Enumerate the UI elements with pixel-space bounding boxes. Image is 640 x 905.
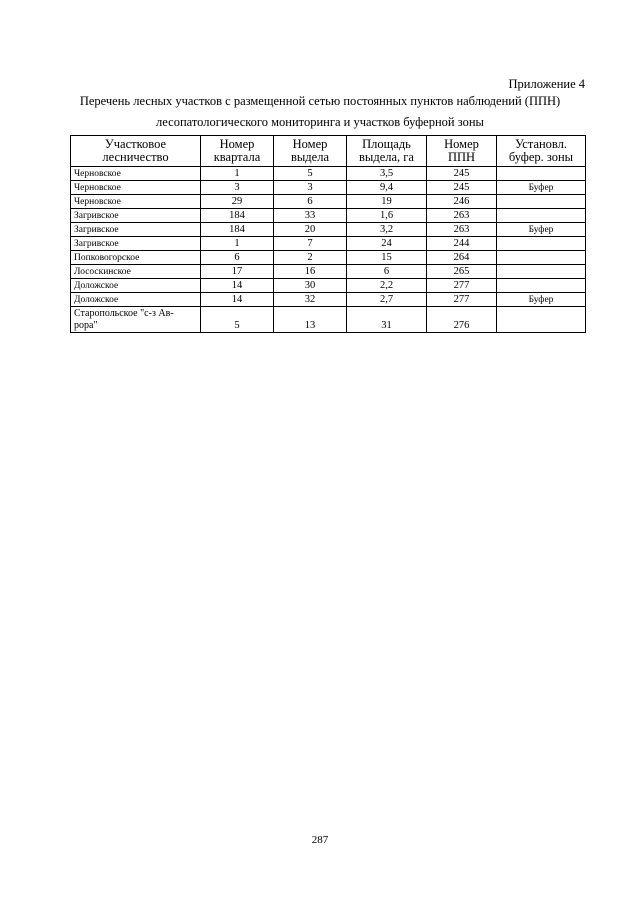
cell-forestry: Доложское [71, 279, 201, 293]
cell-kvartal: 184 [201, 223, 274, 237]
cell-buffer [497, 237, 586, 251]
column-header-kvartal: Номер квартала [201, 136, 274, 167]
cell-forestry: Черновское [71, 167, 201, 181]
cell-vydel: 32 [274, 293, 347, 307]
cell-forestry: Загривское [71, 223, 201, 237]
cell-forestry: Доложское [71, 293, 201, 307]
cell-ppn: 244 [427, 237, 497, 251]
cell-forestry: Черновское [71, 195, 201, 209]
cell-vydel: 2 [274, 251, 347, 265]
cell-kvartal: 3 [201, 181, 274, 195]
cell-kvartal: 5 [201, 307, 274, 333]
cell-forestry: Загривское [71, 237, 201, 251]
table-row [71, 307, 586, 333]
table-row [71, 293, 586, 307]
column-header-forestry: Участковое лесничество [71, 136, 201, 167]
cell-kvartal: 184 [201, 209, 274, 223]
cell-ppn: 277 [427, 279, 497, 293]
cell-kvartal: 14 [201, 279, 274, 293]
cell-ppn: 264 [427, 251, 497, 265]
column-header-vydel: Номер выдела [274, 136, 347, 167]
cell-area: 3,5 [347, 167, 427, 181]
table-row [71, 237, 586, 251]
table-row [71, 181, 586, 195]
cell-kvartal: 1 [201, 237, 274, 251]
cell-kvartal: 1 [201, 167, 274, 181]
cell-buffer [497, 251, 586, 265]
cell-ppn: 263 [427, 223, 497, 237]
cell-buffer: Буфер [497, 181, 586, 195]
column-header-area: Площадь выдела, га [347, 136, 427, 167]
cell-vydel: 3 [274, 181, 347, 195]
cell-ppn: 263 [427, 209, 497, 223]
column-header-buffer: Установл. буфер. зоны [497, 136, 586, 167]
cell-buffer [497, 195, 586, 209]
cell-forestry: Попковогорское [71, 251, 201, 265]
cell-ppn: 245 [427, 181, 497, 195]
cell-area: 24 [347, 237, 427, 251]
cell-buffer: Буфер [497, 223, 586, 237]
table-row [71, 265, 586, 279]
cell-area: 1,6 [347, 209, 427, 223]
table-row [71, 223, 586, 237]
cell-ppn: 277 [427, 293, 497, 307]
table-row [71, 279, 586, 293]
table-row [71, 251, 586, 265]
cell-forestry: Черновское [71, 181, 201, 195]
cell-vydel: 6 [274, 195, 347, 209]
document-title-line1: Перечень лесных участков с размещенной сетью постоянных пунктов наблюдений (ППН) [79, 94, 561, 108]
cell-buffer [497, 279, 586, 293]
cell-buffer [497, 307, 586, 333]
plots-table [70, 135, 586, 333]
column-header-ppn: Номер ППН [427, 136, 497, 167]
cell-ppn: 276 [427, 307, 497, 333]
cell-kvartal: 17 [201, 265, 274, 279]
cell-ppn: 265 [427, 265, 497, 279]
cell-vydel: 16 [274, 265, 347, 279]
cell-ppn: 246 [427, 195, 497, 209]
cell-vydel: 30 [274, 279, 347, 293]
cell-forestry: Старопольское "с-з Ав-рора" [71, 307, 201, 333]
cell-kvartal: 14 [201, 293, 274, 307]
cell-vydel: 5 [274, 167, 347, 181]
cell-area: 6 [347, 265, 427, 279]
appendix-label: Приложение 4 [508, 77, 585, 91]
cell-area: 2,7 [347, 293, 427, 307]
cell-vydel: 33 [274, 209, 347, 223]
cell-area: 19 [347, 195, 427, 209]
cell-forestry: Лососкинское [71, 265, 201, 279]
cell-area: 15 [347, 251, 427, 265]
cell-buffer [497, 209, 586, 223]
table-row [71, 167, 586, 181]
table-header-row [71, 136, 586, 167]
table-row [71, 209, 586, 223]
table-row [71, 195, 586, 209]
page-number: 287 [311, 834, 329, 846]
cell-area: 3,2 [347, 223, 427, 237]
cell-vydel: 20 [274, 223, 347, 237]
cell-forestry: Загривское [71, 209, 201, 223]
cell-buffer [497, 265, 586, 279]
cell-ppn: 245 [427, 167, 497, 181]
cell-vydel: 7 [274, 237, 347, 251]
cell-buffer [497, 167, 586, 181]
cell-kvartal: 29 [201, 195, 274, 209]
cell-buffer: Буфер [497, 293, 586, 307]
document-title-line2: лесопатологического мониторинга и участков буферной зоны [156, 115, 484, 129]
cell-area: 31 [347, 307, 427, 333]
cell-kvartal: 6 [201, 251, 274, 265]
cell-area: 2,2 [347, 279, 427, 293]
cell-vydel: 13 [274, 307, 347, 333]
cell-area: 9,4 [347, 181, 427, 195]
